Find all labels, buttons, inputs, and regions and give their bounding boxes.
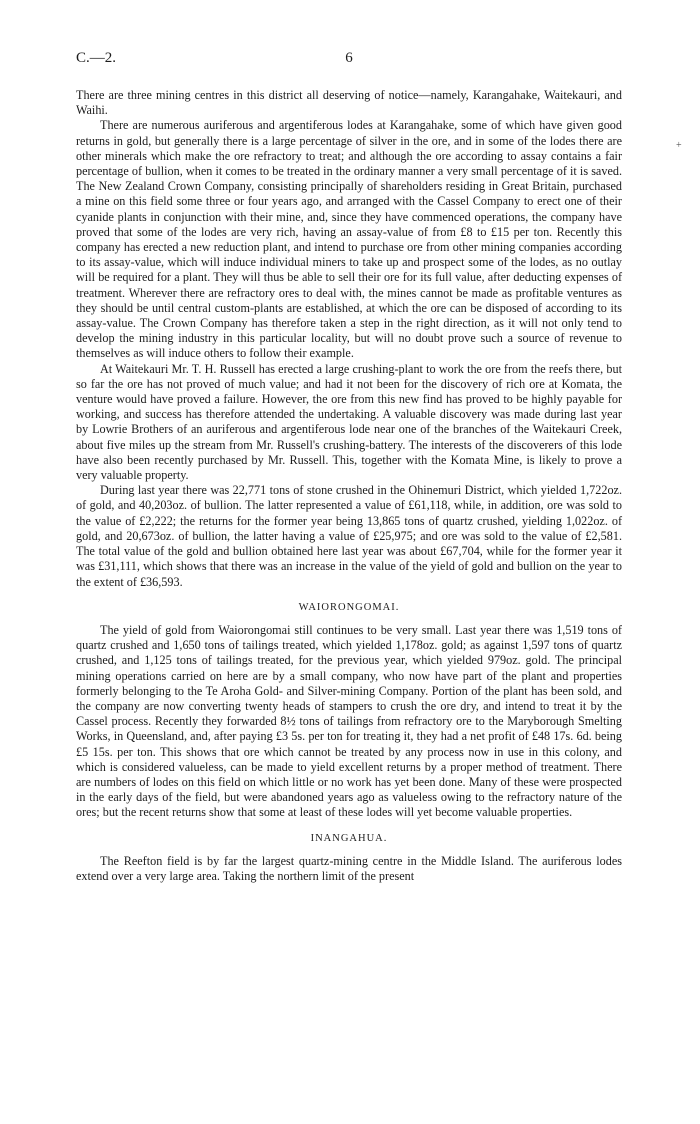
page-header bbox=[76, 50, 622, 72]
margin-mark: + bbox=[676, 140, 682, 151]
paragraph-waitekauri: At Waitekauri Mr. T. H. Russell has erected a large crushing-plant to work the ore from the reefs there, but so far the ore has not proved of much value; and had it not been for the discovery of rich ore at Komata, the venture would have proved a failure. However, the ore from this new find has proved to be highly payable for working, and success has therefore attended the undertaking. A valuable discovery was made during last year by Lowrie Brothers of an auriferous and argentiferous lode near one of the branches of the Waitekauri Creek, about five miles up the stream from Mr. Russell's crushing-battery. The interests of the discoverers of this lode have also been recently purchased by Mr. Russell. This, together with the Komata Mine, is likely to prove a very valuable property. bbox=[76, 361, 622, 483]
paragraph-ohinemuri-returns: During last year there was 22,771 tons of stone crushed in the Ohinemuri District, which yielded 1,722oz. of gold, and 40,203oz. of bullion. The latter represented a value of £61,118, while, in addition, ore was sold to the value of £2,222; the returns for the former year being 13,865 tons of quartz crushed, yielding 1,022oz. of gold, and 20,673oz. of bullion, the latter having a value of £25,975; and ore was sold to the value of £2,581. The total value of the gold and bullion obtained here last year was about £67,704, while for the former year it was £31,111, which shows that there was an increase in the value of the yield of gold and bullion on the year to the extent of £36,593. bbox=[76, 483, 622, 589]
paragraph-waiorongomai: The yield of gold from Waiorongomai still continues to be very small. Last year there was 1,519 tons of quartz crushed and 1,650 tons of tailings treated, which yielded 1,178oz. gold; as against 1,597 tons of quartz crushed, and 1,125 tons of tailings treated, for the previous year, which yielded 979oz. gold. The principal mining operations carried on here are by a small company, who now have part of the plant and properties formerly belonging to the Te Aroha Gold- and Silver-mining Company. Portion of the plant has been sold, and the company are now converting twenty heads of stampers to crush the ore dry, and intend to treat it by the Cassel process. Recently they forwarded 8½ tons of tailings from refractory ore to the Maryborough Smelting Works, in Queensland, and, after paying £3 5s. per ton for treating it, they had a net profit of £48 17s. 6d. being £5 15s. per ton. This shows that ore which cannot be treated by any process now in use in this colony, and which is considered valueless, can be made to yield excellent returns by a proper method of treatment. There are numbers of lodes on this field on which little or no work has yet been done. Many of these were prospected in the early days of the field, but were abandoned years ago as valueless owing to the refractory nature of the ores; but the recent returns show that some at least of these lodes will yet become valuable properties. bbox=[76, 622, 622, 820]
body-text bbox=[76, 88, 622, 884]
document-code: C.—2. bbox=[76, 50, 117, 66]
paragraph-intro: There are three mining centres in this district all deserving of notice—namely, Karangahake, Waitekauri, and Waihi. bbox=[76, 88, 622, 118]
paragraph-inangahua: The Reefton field is by far the largest quartz-mining centre in the Middle Island. The auriferous lodes extend over a very large area. Taking the northern limit of the present bbox=[76, 853, 622, 883]
section-heading-inangahua: INANGAHUA. bbox=[310, 832, 388, 844]
section-heading-waiorongomai: WAIORONGOMAI. bbox=[298, 601, 400, 613]
page-number: 6 bbox=[345, 50, 353, 66]
paragraph-karangahake: There are numerous auriferous and argentiferous lodes at Karangahake, some of which have given good returns in gold, but generally there is a large percentage of silver in the ore, and in some of the lodes there are other minerals which make the ore refractory to treat; and although the ore according to assay contains a fair percentage of bullion, when it comes to be treated in the ordinary manner a very small percentage of it is saved. The New Zealand Crown Company, consisting principally of shareholders residing in Great Britain, purchased a mine on this field some three or four years ago, and arranged with the Cassel Company to erect one of their cyanide plants in conjunction with their mine, and, since they have commenced operations, the company have proved that some of the lodes are very rich, having an assay-value of from £8 to £15 per ton. Recently this company has erected a new reduction plant, and intend to purchase ore from other mining companies according to its assay-value, which will induce individual miners to take up and prospect some of the lodes, as no outlay will be required for a plant. They will thus be able to sell their ore for its full value, after deducting expenses of treatment. Wherever there are refractory ores to deal with, the mines cannot be made as profitable ventures as they should be until central custom-plants are established, at which the ore can be disposed of according to its assay-value. The Crown Company has therefore taken a step in the right direction, as it will not only tend to develop the mining industry in this particular locality, but will no doubt prove such a source of revenue to themselves as will induce others to follow their example. bbox=[76, 118, 622, 361]
